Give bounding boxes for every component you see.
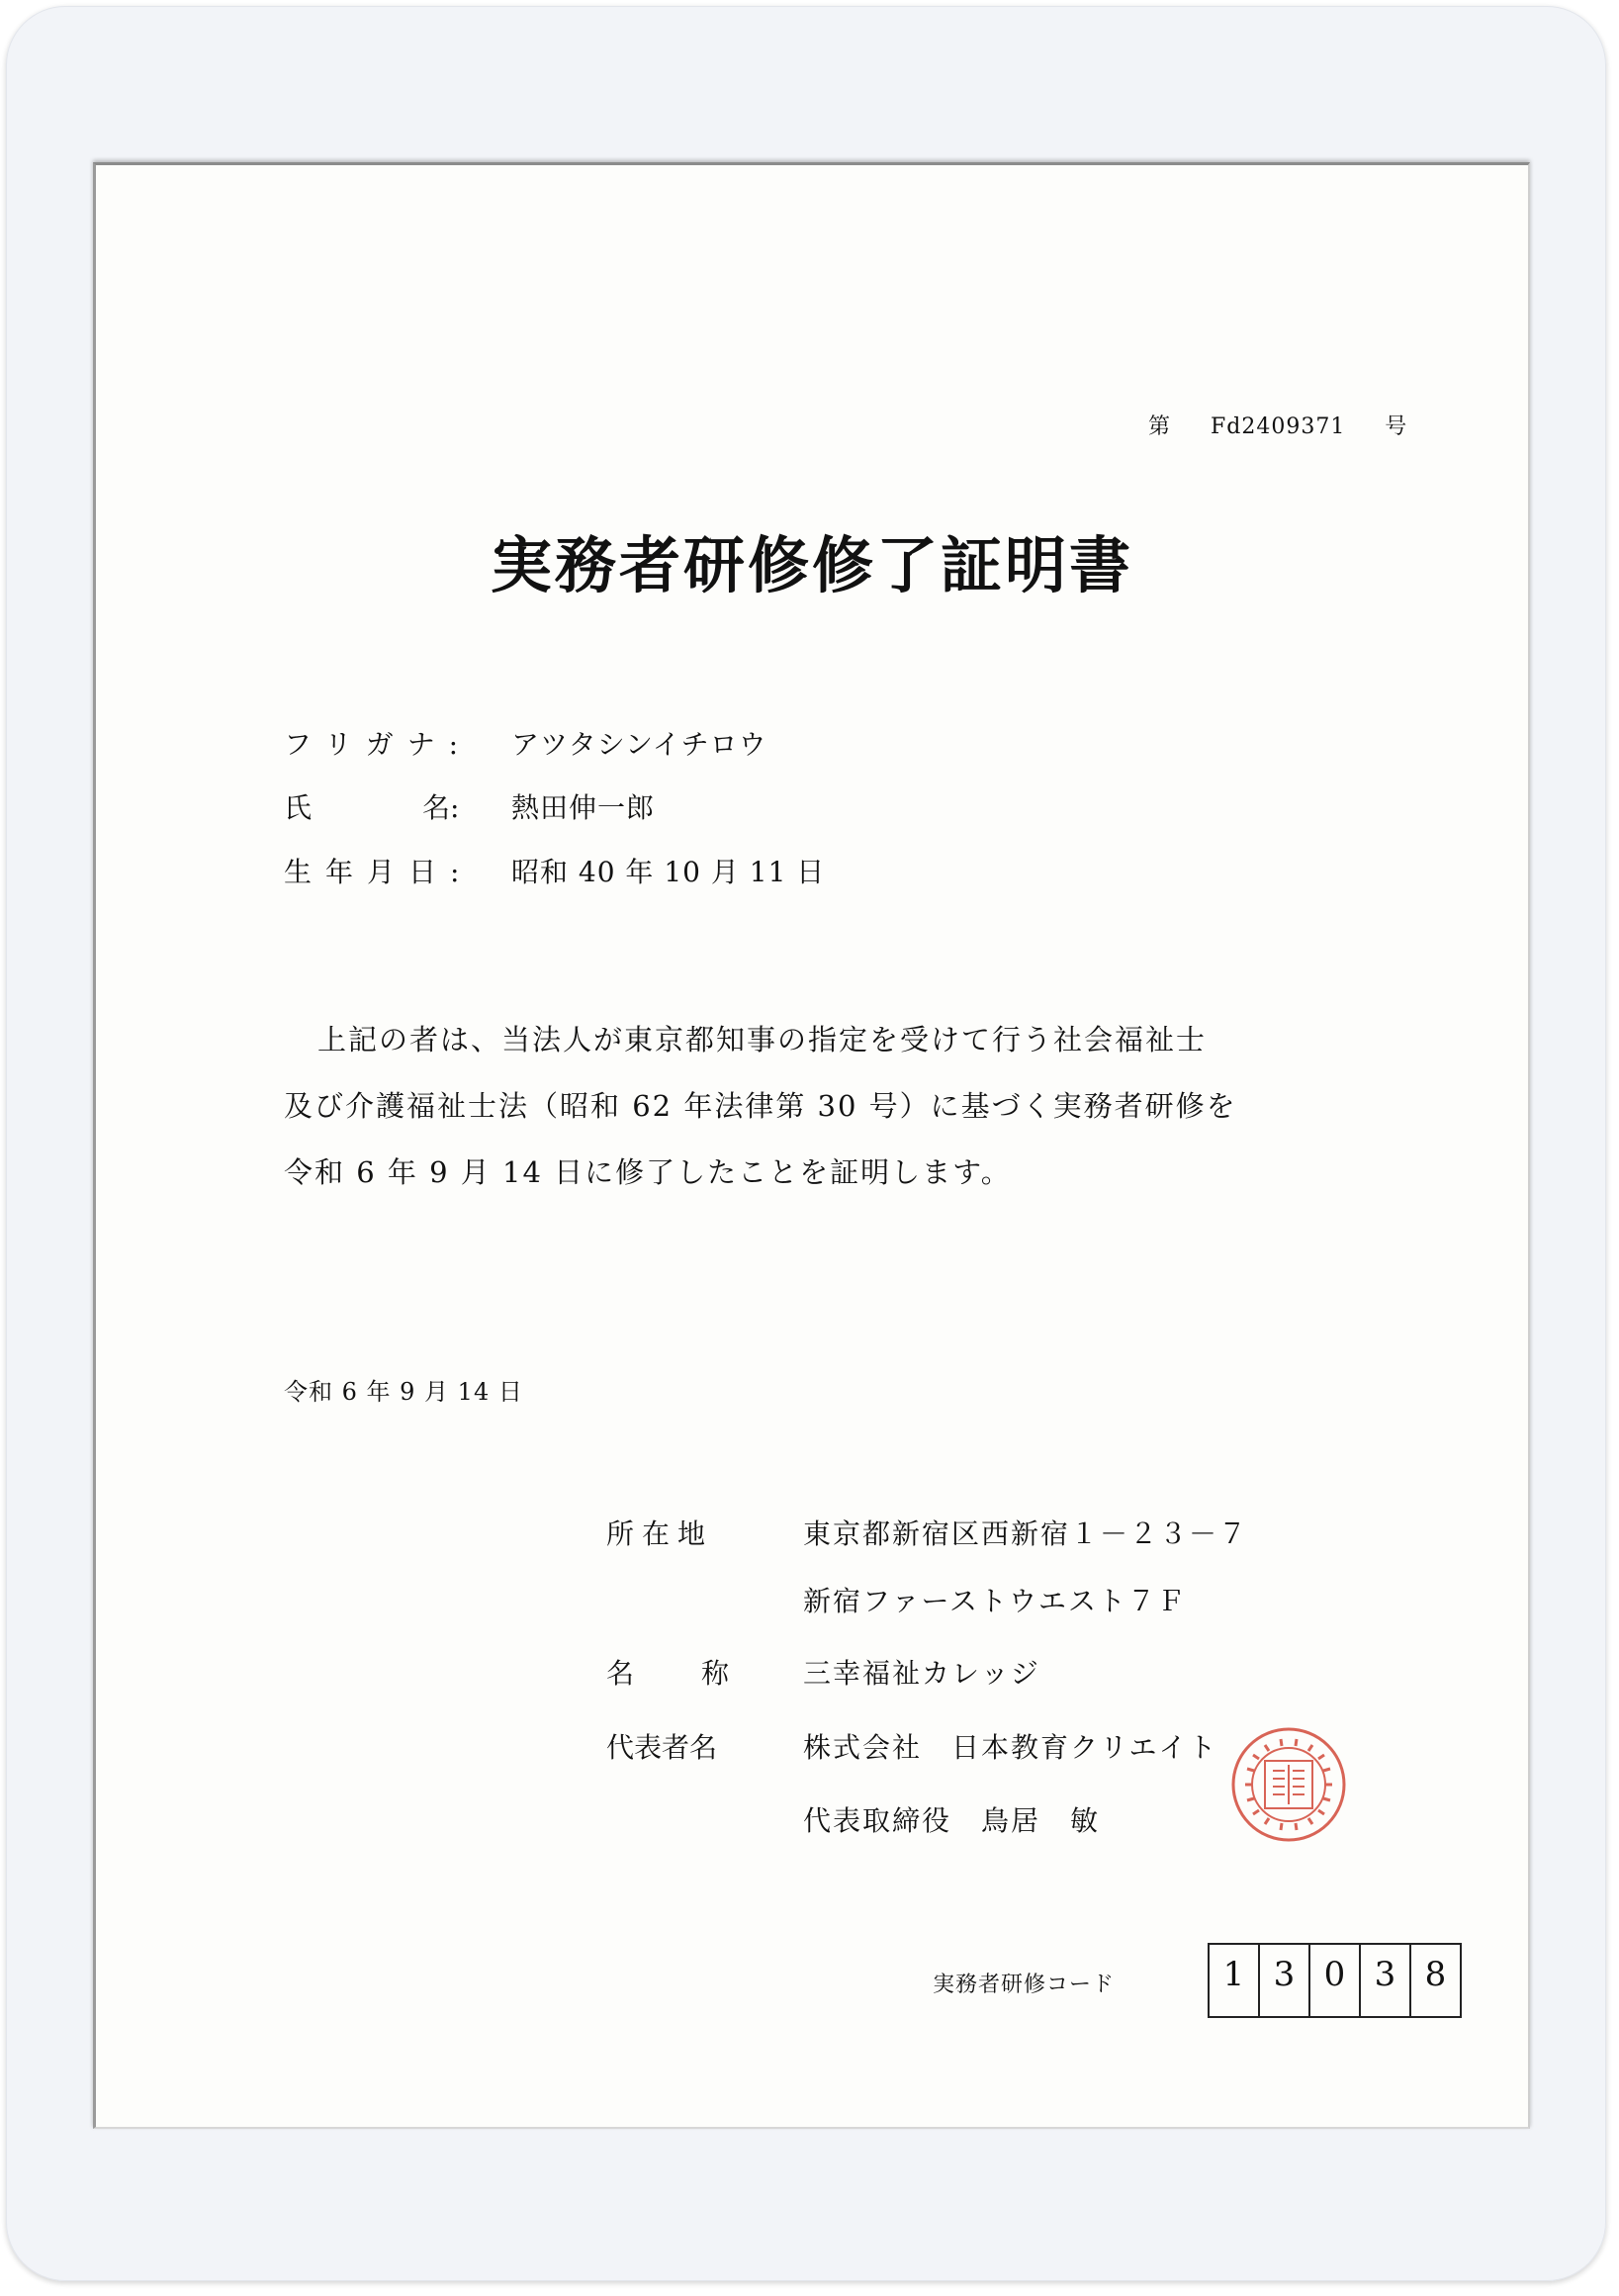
training-code-label: 実務者研修コード	[933, 1973, 1116, 1997]
training-code-box	[1208, 1943, 1462, 2018]
address-label: 所在地	[606, 1517, 714, 1550]
document-title: 実務者研修修了証明書	[490, 529, 1133, 601]
certificate-sheet	[93, 162, 1530, 2129]
certificate-number-suffix: 号	[1385, 414, 1408, 439]
furigana-value: アツタシンイチロウ	[511, 728, 767, 761]
org-name-label-left: 名	[606, 1657, 635, 1690]
name-label-right: 名:	[422, 791, 460, 824]
name-label-left: 氏	[284, 791, 313, 824]
training-code-digit: 8	[1424, 1955, 1447, 1994]
address-line-1: 東京都新宿区西新宿１－２３－７	[803, 1517, 1249, 1550]
org-name-value: 三幸福祉カレッジ	[803, 1657, 1040, 1690]
training-code-digit: 0	[1310, 1945, 1361, 2016]
training-code-digit: 3	[1361, 1945, 1411, 2016]
statement-line-2: 及び介護福祉士法（昭和 62 年法律第 30 号）に基づく実務者研修を	[284, 1089, 1237, 1123]
statement-line-1: 上記の者は、当法人が東京都知事の指定を受けて行う社会福祉士	[317, 1023, 1208, 1056]
certificate-number	[1148, 410, 1407, 440]
issue-date: 令和 6 年 9 月 14 日	[284, 1378, 523, 1406]
birthdate-value: 昭和 40 年 10 月 11 日	[511, 856, 826, 888]
org-name-label-right: 称	[701, 1657, 730, 1690]
company-seal-stamp	[1229, 1725, 1348, 1844]
representative-name: 代表取締役 鳥居 敏	[803, 1804, 1101, 1837]
name-value: 熱田伸一郎	[511, 791, 656, 824]
furigana-label: フリガナ:	[284, 728, 473, 761]
address-line-2: 新宿ファーストウエスト７Ｆ	[803, 1585, 1188, 1617]
certificate-number-prefix: 第	[1148, 414, 1172, 439]
statement-line-3: 令和 6 年 9 月 14 日に修了したことを証明します。	[284, 1155, 1012, 1189]
company-name: 株式会社 日本教育クリエイト	[803, 1731, 1218, 1764]
training-code-digit: 3	[1260, 1945, 1310, 2016]
birthdate-label: 生年月日:	[284, 856, 474, 888]
representative-label: 代表者名	[606, 1731, 718, 1764]
training-code-digit: 1	[1210, 1945, 1260, 2016]
certificate-number-value: Fd2409371	[1210, 414, 1346, 439]
